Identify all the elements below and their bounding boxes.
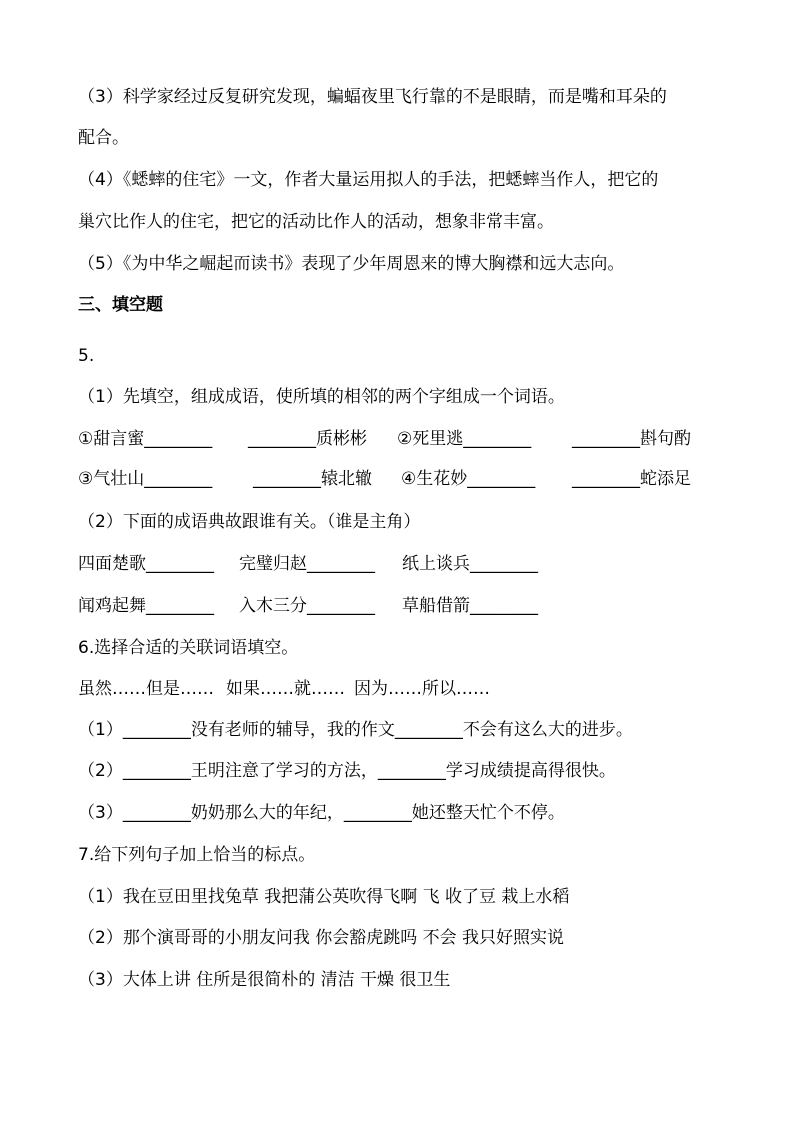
question-7-title: 7.给下列句子加上恰当的标点。 [78, 845, 316, 865]
story-blank-1[interactable]: 四面楚歌________ [78, 554, 214, 574]
question-7-sentence-3[interactable]: （3）大体上讲 住所是很简朴的 清洁 干燥 很卫生 [78, 970, 451, 990]
question-5-number: 5. [78, 346, 95, 366]
idiom-blank-8[interactable]: ________蛇添足 [572, 469, 691, 489]
idiom-blank-2[interactable]: ________质彬彬 [248, 429, 367, 449]
question-6-sentence-1[interactable]: （1）________没有老师的辅导，我的作文________不会有这么大的进步。 [78, 720, 633, 740]
question-6-sentence-3[interactable]: （3）________奶奶那么大的年纪，________她还整天忙个不停。 [78, 803, 565, 823]
conjunction-option-2: 如果……就…… [226, 679, 345, 699]
idiom-blank-3[interactable]: ②死里逃________ [397, 429, 532, 449]
idiom-blank-1[interactable]: ①甜言蜜________ [78, 429, 213, 449]
judgment-item-4-line-2: 巢穴比作人的住宅，把它的活动比作人的活动，想象非常丰富。 [78, 212, 554, 232]
question-6-sentence-2[interactable]: （2）________王明注意了学习的方法，________学习成绩提高得很快。 [78, 761, 616, 781]
idiom-blank-6[interactable]: ________辕北辙 [253, 469, 372, 489]
section-3-heading: 三、填空题 [78, 295, 163, 315]
question-5-part-2-prompt: （2）下面的成语典故跟谁有关。（谁是主角） [78, 512, 421, 532]
idiom-blank-7[interactable]: ④生花妙________ [401, 469, 536, 489]
judgment-item-5: （5）《为中华之崛起而读书》表现了少年周恩来的博大胸襟和远大志向。 [78, 254, 625, 274]
story-blank-2[interactable]: 完璧归赵________ [239, 554, 375, 574]
conjunction-option-1: 虽然……但是…… [78, 679, 214, 699]
story-blank-4[interactable]: 闻鸡起舞________ [78, 596, 214, 616]
judgment-item-3-line-2: 配合。 [78, 128, 129, 148]
question-7-sentence-2[interactable]: （2）那个演哥哥的小朋友问我 你会豁虎跳吗 不会 我只好照实说 [78, 928, 565, 948]
question-5-part-1-prompt: （1）先填空，组成成语，使所填的相邻的两个字组成一个词语。 [78, 387, 565, 407]
judgment-item-4-line-1: （4）《蟋蟀的住宅》一文，作者大量运用拟人的手法，把蟋蟀当作人，把它的 [78, 170, 659, 190]
story-blank-5[interactable]: 入木三分________ [239, 596, 375, 616]
idiom-blank-4[interactable]: ________斟句酌 [572, 429, 691, 449]
question-7-sentence-1[interactable]: （1）我在豆田里找兔草 我把蒲公英吹得飞啊 飞 收了豆 栽上水稻 [78, 887, 570, 907]
story-blank-3[interactable]: 纸上谈兵________ [402, 554, 538, 574]
idiom-blank-5[interactable]: ③气壮山________ [78, 469, 213, 489]
conjunction-option-3: 因为……所以…… [354, 679, 490, 699]
question-6-title: 6.选择合适的关联词语填空。 [78, 638, 299, 658]
story-blank-6[interactable]: 草船借箭________ [402, 596, 538, 616]
judgment-item-3-line-1: （3）科学家经过反复研究发现，蝙蝠夜里飞行靠的不是眼睛，而是嘴和耳朵的 [78, 87, 667, 107]
